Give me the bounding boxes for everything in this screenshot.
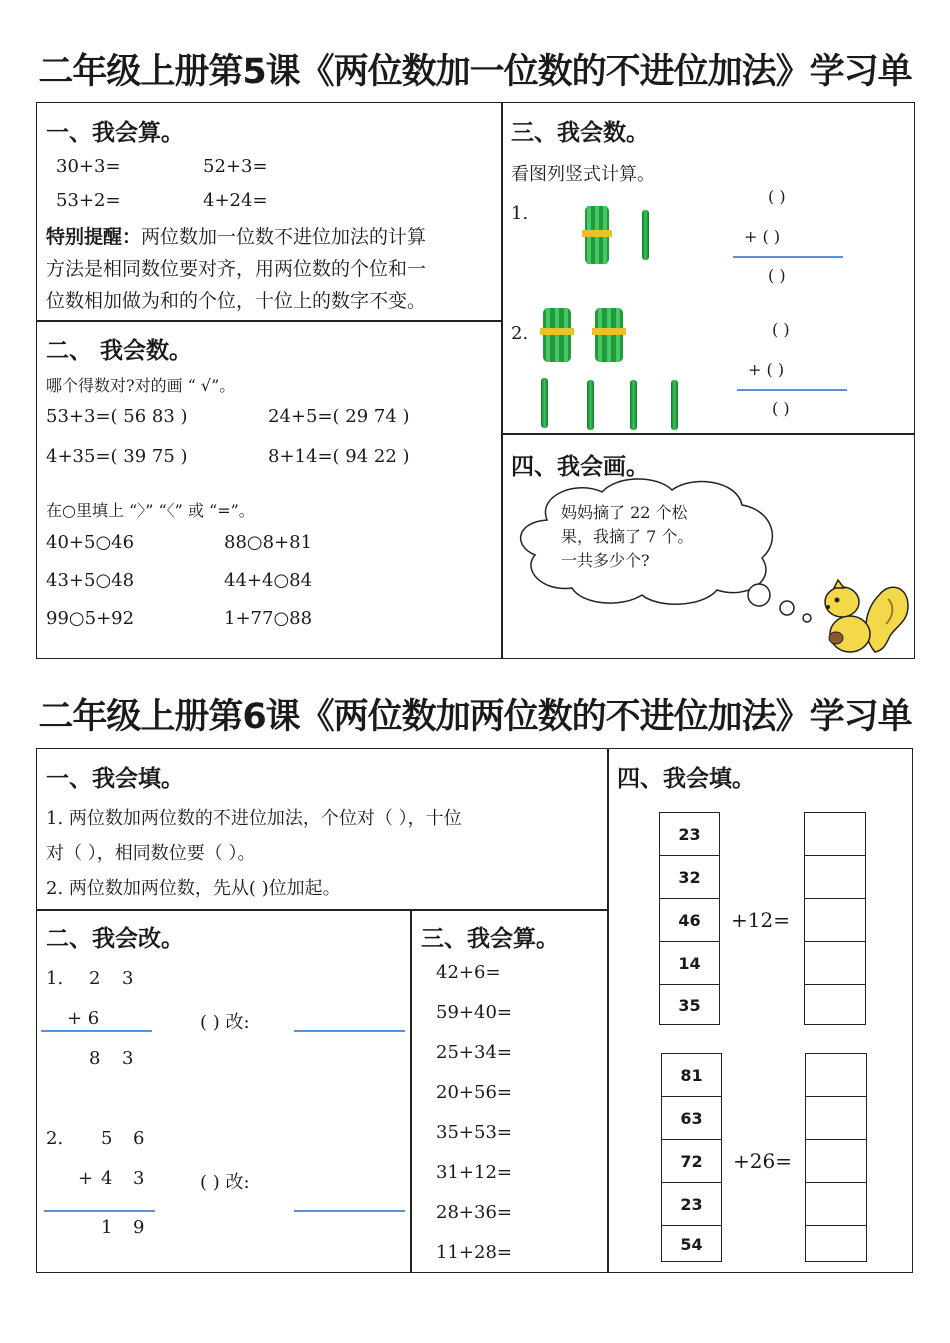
answer-cell[interactable]	[804, 855, 866, 899]
operation-label: +12=	[731, 908, 790, 932]
single-stick-icon	[671, 380, 678, 430]
blank-paren: ( )	[768, 266, 786, 285]
item-number: 2.	[46, 1128, 64, 1149]
blank-paren: ( )	[772, 399, 790, 418]
number-cell: 72	[661, 1139, 722, 1183]
l5-s4-heading: 四、我会画。	[511, 454, 649, 480]
compare-item: 43+5○48	[46, 570, 135, 591]
divider-vertical	[501, 102, 503, 659]
l6-s1-heading: 一、我会填。	[46, 766, 184, 792]
blank-paren: ( )	[772, 320, 790, 339]
number-cell: 81	[661, 1053, 722, 1097]
divider-horizontal	[36, 909, 608, 911]
calc-problem: 28+36=	[436, 1202, 512, 1223]
l5-s2-instruction2: 在○里填上 “〉” “〈” 或 “=”。	[46, 501, 255, 520]
l5-s3-heading: 三、我会数。	[511, 120, 649, 146]
digit: 2	[89, 968, 101, 989]
sum-line	[733, 256, 843, 258]
divider-vertical	[410, 909, 412, 1273]
calc-problem: 35+53=	[436, 1122, 512, 1143]
item-number: 1.	[511, 203, 529, 224]
calc-problem: 20+56=	[436, 1082, 512, 1103]
lesson6-title: 二年级上册第6课《两位数加两位数的不进位加法》学习单	[38, 697, 912, 737]
number-cell: 23	[659, 812, 720, 856]
number-cell: 14	[659, 941, 720, 985]
digit: 9	[133, 1217, 145, 1238]
lesson5-title: 二年级上册第5课《两位数加一位数的不进位加法》学习单	[38, 52, 912, 92]
l5-s2-instruction: 哪个得数对?对的画 “ √”。	[46, 376, 236, 395]
blank-plus-paren: + ( )	[744, 227, 781, 246]
blank-paren: ( )	[768, 187, 786, 206]
addend: + 6	[67, 1008, 100, 1029]
divider-left	[36, 320, 502, 322]
l5-problem: 30+3=	[56, 156, 121, 177]
sum-line	[44, 1210, 155, 1212]
tip-text: 方法是相同数位要对齐，用两位数的个位和一	[46, 258, 427, 280]
tip-label: 特别提醒：	[46, 226, 142, 248]
compare-item: 40+5○46	[46, 532, 135, 553]
fix-label: ( ) 改:	[200, 1012, 250, 1033]
answer-cell[interactable]	[805, 1182, 867, 1226]
l6-s4-heading: 四、我会填。	[617, 766, 755, 792]
compare-item: 1+77○88	[224, 608, 313, 629]
blank-plus-paren: + ( )	[748, 360, 785, 379]
answer-cell[interactable]	[805, 1096, 867, 1140]
stick-bundle-icon	[592, 306, 626, 364]
stick-bundle-icon	[582, 204, 612, 266]
calc-problem: 42+6=	[436, 962, 501, 983]
choice-item: 8+14=( 94 22 )	[268, 446, 410, 467]
cloud-text: 一共多少个?	[561, 551, 650, 570]
digit: 6	[133, 1128, 145, 1149]
answer-cell[interactable]	[804, 812, 866, 856]
squirrel-icon	[820, 574, 912, 656]
compare-item: 99○5+92	[46, 608, 135, 629]
fill-line: 2. 两位数加两位数，先从( )位加起。	[46, 878, 341, 899]
answer-cell[interactable]	[804, 984, 866, 1025]
fill-line: 1. 两位数加两位数的不进位加法，个位对（ ），十位	[46, 808, 462, 829]
divider-right	[501, 433, 915, 435]
digit: +	[78, 1168, 94, 1189]
answer-cell[interactable]	[804, 941, 866, 985]
sum-line	[41, 1030, 152, 1032]
sum-line	[737, 389, 847, 391]
single-stick-icon	[541, 378, 548, 428]
answer-cell[interactable]	[804, 898, 866, 942]
l5-problem: 4+24=	[203, 190, 268, 211]
compare-item: 44+4○84	[224, 570, 313, 591]
l6-s2-heading: 二、我会改。	[46, 926, 184, 952]
calc-problem: 59+40=	[436, 1002, 512, 1023]
l5-tip-line1	[46, 222, 426, 249]
l5-s1-heading: 一、我会算。	[46, 120, 184, 146]
l5-s2-heading: 二、 我会数。	[46, 338, 193, 364]
digit: 5	[101, 1128, 113, 1149]
stick-bundle-icon	[540, 306, 574, 364]
calc-problem: 25+34=	[436, 1042, 512, 1063]
number-cell: 23	[661, 1182, 722, 1226]
divider-vertical	[607, 748, 609, 1273]
number-cell: 35	[659, 984, 720, 1025]
answer-cell[interactable]	[805, 1139, 867, 1183]
cloud-text: 妈妈摘了 22 个松	[561, 503, 688, 522]
number-cell: 46	[659, 898, 720, 942]
thought-bubbles-icon	[745, 580, 815, 625]
cloud-text: 果，我摘了 7 个。	[561, 527, 694, 546]
tip-text: 两位数加一位数不进位加法的计算	[141, 226, 427, 248]
answer-line[interactable]	[294, 1210, 405, 1212]
number-cell: 54	[661, 1225, 722, 1262]
digit: 1	[101, 1217, 113, 1238]
choice-item: 53+3=( 56 83 )	[46, 406, 188, 427]
number-cell: 32	[659, 855, 720, 899]
single-stick-icon	[587, 380, 594, 430]
calc-problem: 31+12=	[436, 1162, 512, 1183]
digit: 8	[89, 1048, 101, 1069]
l6-s3-heading: 三、我会算。	[421, 926, 559, 952]
operation-label: +26=	[733, 1149, 792, 1173]
digit: 3	[133, 1168, 145, 1189]
answer-cell[interactable]	[805, 1225, 867, 1262]
digit: 3	[122, 1048, 134, 1069]
fix-label: ( ) 改:	[200, 1172, 250, 1193]
digit: 3	[122, 968, 134, 989]
fill-line: 对（ ），相同数位要（ ）。	[46, 843, 256, 864]
l5-s3-instruction: 看图列竖式计算。	[511, 164, 655, 185]
single-stick-icon	[642, 210, 649, 260]
choice-item: 24+5=( 29 74 )	[268, 406, 410, 427]
item-number: 1.	[46, 968, 64, 989]
compare-item: 88○8+81	[224, 532, 313, 553]
single-stick-icon	[630, 380, 637, 430]
number-cell: 63	[661, 1096, 722, 1140]
digit: 4	[101, 1168, 113, 1189]
l5-problem: 53+2=	[56, 190, 121, 211]
item-number: 2.	[511, 323, 529, 344]
tip-text: 位数相加做为和的个位，十位上的数字不变。	[46, 290, 427, 312]
choice-item: 4+35=( 39 75 )	[46, 446, 188, 467]
l5-problem: 52+3=	[203, 156, 268, 177]
answer-line[interactable]	[294, 1030, 405, 1032]
answer-cell[interactable]	[805, 1053, 867, 1097]
calc-problem: 11+28=	[436, 1242, 512, 1263]
